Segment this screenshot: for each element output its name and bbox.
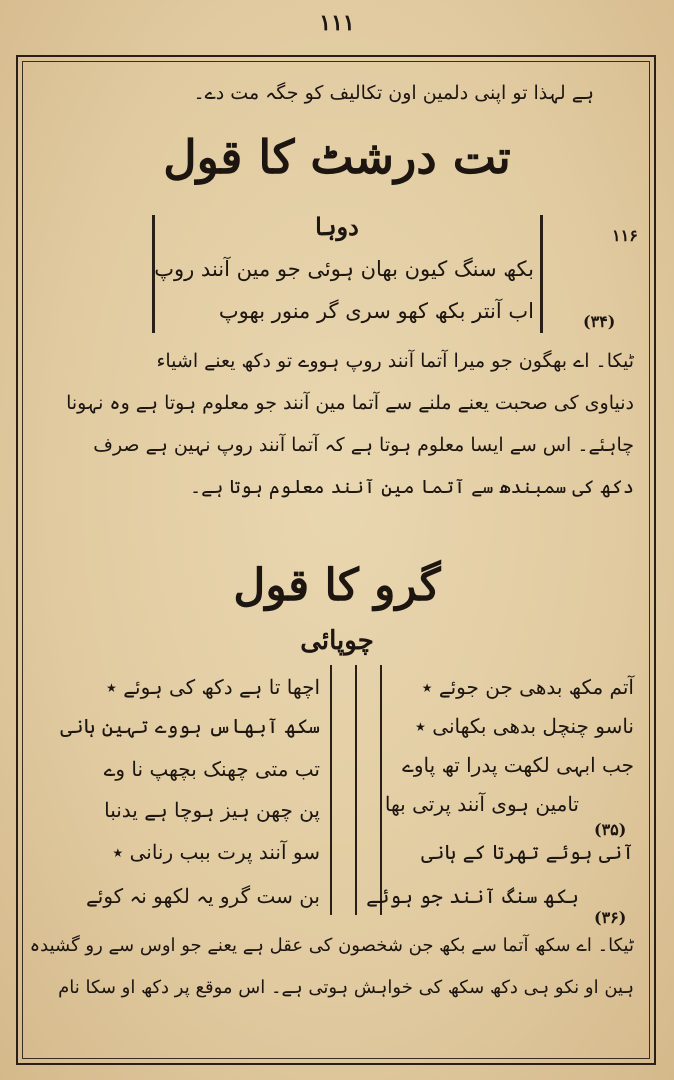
right-column-line-3: جب ابہی لکھت پدرا تھ پاوے	[402, 753, 634, 777]
page-number: ۱۱۱	[319, 10, 355, 36]
tika-1-line-1: ٹیکا۔ اے بھگون جو میرا آتما آنند روپ ہووے تو دکھ یعنے اشیاء	[156, 350, 634, 372]
right-column-line-1: آتم مکھ بدھی جن جوئے ٭	[421, 675, 634, 699]
right-verse-number-35: (۳۵)	[594, 820, 627, 839]
left-column-line-2: سکھ آبھاس ہووے تہین ہانی	[60, 714, 320, 738]
right-column-line-2: ناسو چنچل بدھی بکھانی ٭	[415, 714, 634, 738]
left-column-line-6: بن ست گرو یہ لکھو نہ کوئے	[86, 884, 320, 908]
right-column-line-4: تامین ہوی آنند پرتی بھا	[384, 792, 579, 816]
left-column-line-5: سو آنند پرت ببب رنانی ٭	[112, 840, 320, 864]
doha-label: دوہا	[315, 212, 359, 241]
top-line: ہے لہذا تو اپنی دلمین اون تکالیف کو جگہ مت دے۔	[193, 82, 594, 104]
tika-2-line-1: ٹیکا۔ اے سکھ آتما سے بکھ جن شخصون کی عقل ہے یعنے جو اوس سے رو گشیدہ	[29, 935, 634, 956]
doha-verse-number: (۳۴)	[583, 312, 616, 331]
column-rule-left	[330, 665, 332, 915]
column-rule-right	[380, 665, 382, 915]
heading-guru: گرو کا قول	[233, 560, 441, 611]
doha-line-2: اب آنتر بکھ کھو سری گر منور بھوپ	[218, 299, 534, 323]
tika-1-line-3: چاہئے۔ اس سے ایسا معلوم ہوتا ہے کہ آتما آنند روپ نہین ہے صرف	[93, 434, 634, 456]
right-column-line-5: آنی ہوئے تھرتا کے ہانی	[421, 840, 634, 864]
side-number: ۱۱۶	[612, 226, 638, 245]
heading-tat-drisht: تت درشٹ کا قول	[163, 130, 511, 184]
tika-1-line-4: دکھ کی سمبندھ سے آتما مین آنند معلوم ہوتا ہے۔	[189, 476, 634, 498]
doha-line-1: بکھ سنگ کیون بھان ہوئی جو مین آنند روپ	[154, 257, 534, 281]
left-column-line-3: تب متی چھنک بچھپ نا وے	[103, 757, 320, 781]
tika-1-line-2: دنیاوی کی صحبت یعنے ملنے سے آتما مین آنند جو معلوم ہوتا ہے وہ نہونا	[66, 392, 634, 414]
doha-rule-right	[540, 215, 543, 333]
left-column-line-4: پن چھن ہیز ہوچا ہے یدنبا	[104, 798, 320, 822]
tika-2-line-2: ہین او نکو ہی دکھ سکھ کی خواہش ہوتی ہے۔ اس موقع پر دکھ او سکا نام	[58, 977, 634, 998]
right-verse-number-36: (۳۶)	[594, 908, 627, 927]
chaupai-label: چوپائی	[300, 626, 374, 656]
left-column-line-1: اچھا تا ہے دکھ کی ہوئے ٭	[106, 675, 320, 699]
right-column-line-6: بکھ سنگ آنند جو ہوئے	[366, 884, 579, 908]
column-rule-center	[355, 665, 357, 915]
